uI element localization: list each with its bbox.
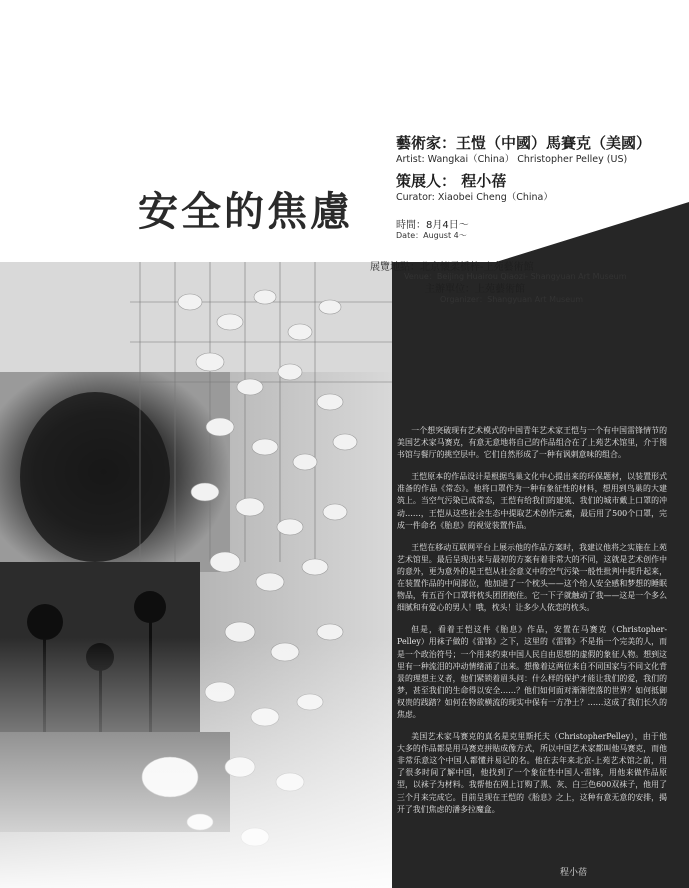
artists-cn: 藝術家：王愷（中國）馬賽克（美國）	[396, 134, 652, 152]
paragraph: 一个想突破现有艺术模式的中国青年艺术家王恺与一个有中国雷锋情节的美国艺术家马赛克，有意无意地将自己的作品组合在了上苑艺术馆里，介于图书馆与餐厅的挑空层中。它们自然形成了一种有讽刺意味的组合。	[397, 426, 667, 460]
curator-en: Curator: Xiaobei Cheng（China）	[396, 192, 553, 203]
venue-en: Venue：Beijing Huairou Qiaozi- Shangyuan Art Museum	[404, 272, 627, 281]
exhibition-title: 安全的焦慮	[138, 188, 353, 235]
paragraph: 王恺在移动互联网平台上展示他的作品方案时，我建议他将之实施在上苑艺术馆里。最后呈现出来与最初的方案有着非常大的不同，这就是艺术创作中的意外，更为意外的是王恺从社会意义中的空气污染一般性批判中提升起来，在装置作品的中间部位，他加进了一个枕头——这个给人安全感和梦想的睡眠物品，有五百个口罩将枕头团团抱住。它一下子就触动了我——这是一个多么细腻和有爱心的男人！哦，枕头！让多少人依恋的枕头。	[397, 542, 667, 613]
paragraph: 但是，看着王恺这件《胎息》作品，安置在马赛克（Christopher-Pelley）用袜子做的《雷锋》之下，这里的《雷锋》不是指一个完美的人，而是一个政治符号；一个用来约束中国人民自由思想的虚假的象征人物。想到这里有一种流泪的冲动情绪涌了出来。想像着这两位来自不同国家与不同文化背景的理想主义者，他们紧锁着眉头问：什么样的保护才能让我们的爱，我们的梦，甚至我们的生命得以安全……？他们如何面对渐渐堕落的世界？如何抵御权贵的践踏？如何在物欲横流的现实中保有一方净土？……这成了我们长久的焦虑。	[397, 625, 667, 719]
curator-cn: 策展人： 程小蓓	[396, 172, 507, 190]
date-en: Date：August 4～	[396, 231, 467, 240]
author-signature: 程小蓓	[560, 868, 588, 878]
paragraph: 王恺原本的作品设计是根据鸟巢文化中心提出来的环保题材，以装置形式准备的作品《常态》。他将口罩作为一种有象征性的材料，想用到鸟巢的大建筑上。当空气污染已成常态，王恺有给我们的建筑、我们的城市戴上口罩的冲动……，王恺从这些社会生态中提取艺术创作元素，最后用了500个口罩，完成一件命名《胎息》的视觉装置作品。	[397, 472, 667, 530]
venue-cn: 展覽地點：北京懷柔橋梓-上苑藝術館	[370, 262, 534, 273]
date-cn: 時間：8月4日～	[396, 220, 469, 231]
paragraph: 美国艺术家马赛克的真名是克里斯托夫（ChristopherPelley），由于他大多的作品都是用马赛克拼贴成像方式，所以中国艺术家都叫他马赛克，而他非常乐意这个中国人都懂并易记的名。他在去年来北京-上苑艺术馆之前，用了很多时间了解中国，他找到了一个象征性中国人-雷锋，用他来做作品原型，以袜子为材料。我帮他在网上订购了黑、灰、白三色600双袜子，他用了三个月来完成它。目前呈现在王恺的《胎息》之上，这种有意无意的安排，揭开了我们焦虑的潘多拉魔盒。	[397, 732, 667, 814]
organizer-cn: 主辦單位：上苑藝術館	[425, 284, 525, 295]
artists-en: Artist: Wangkai（China） Christopher Pelley (US)	[396, 154, 628, 165]
installation-photo	[0, 262, 392, 888]
article-body	[397, 425, 667, 826]
organizer-en: Organizer：Shangyuan Art Museum	[440, 295, 584, 304]
